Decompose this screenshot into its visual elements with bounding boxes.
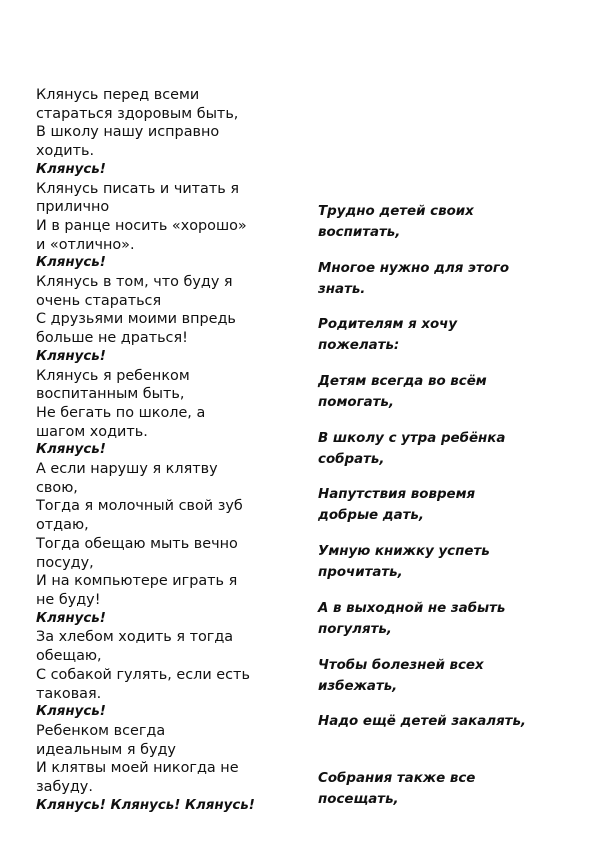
oath-poem-line: стараться здоровым быть, — [36, 105, 239, 122]
oath-refrain-line: Клянусь! — [36, 704, 106, 720]
oath-refrain-line: Клянусь! — [36, 255, 106, 271]
wish-stanza — [318, 201, 583, 258]
oath-poem-column — [36, 86, 286, 815]
parents-wishes-column — [318, 201, 583, 825]
wish-stanza — [318, 484, 583, 541]
wish-stanza — [318, 598, 583, 655]
wish-line: Напутствия вовремя — [318, 487, 476, 503]
wish-line: Детям всегда во всём — [318, 374, 487, 390]
oath-poem-line: обещаю, — [36, 648, 102, 665]
oath-poem-line: очень стараться — [36, 292, 162, 309]
wish-line: А в выходной не забыть — [318, 600, 506, 616]
wish-stanza — [318, 711, 583, 768]
wish-line: помогать, — [318, 395, 394, 411]
wish-line: Надо ещё детей закалять, — [318, 714, 526, 730]
wish-stanza — [318, 541, 583, 598]
oath-poem-line: прилично — [36, 199, 110, 216]
wish-stanza — [318, 768, 583, 825]
oath-refrain-line: Клянусь! — [36, 348, 106, 364]
wish-line: избежать, — [318, 678, 398, 694]
wish-line: воспитать, — [318, 225, 401, 240]
wish-line: Умную книжку успеть — [318, 544, 490, 560]
oath-poem-line: и «отлично». — [36, 236, 135, 253]
wish-stanza — [318, 428, 583, 485]
oath-poem-line: свою, — [36, 479, 78, 496]
oath-poem-line: И на компьютере играть я — [36, 573, 238, 590]
oath-poem-line: Клянусь я ребенком — [36, 367, 190, 384]
oath-refrain-line: Клянусь! — [36, 442, 106, 458]
wish-line: добрые дать, — [318, 508, 424, 524]
oath-poem-line: отдаю, — [36, 517, 89, 534]
oath-poem-line: Клянусь писать и читать я — [36, 180, 239, 197]
wish-line: посещать, — [318, 791, 399, 807]
oath-poem-line: Тогда я молочный свой зуб — [36, 498, 243, 515]
wish-line: прочитать, — [318, 565, 403, 581]
wish-line: Многое нужно для этого — [318, 260, 510, 276]
wish-stanza — [318, 258, 583, 315]
oath-refrain-line: Клянусь! — [36, 161, 106, 177]
oath-poem-line: ходить. — [36, 143, 95, 160]
oath-poem-line: шагом ходить. — [36, 423, 148, 440]
wish-stanza — [318, 655, 583, 712]
oath-poem-line: Клянусь перед всеми — [36, 87, 200, 103]
oath-poem-line: В школу нашу исправно — [36, 124, 220, 141]
wish-line: погулять, — [318, 621, 392, 637]
oath-poem-line: И клятвы моей никогда не — [36, 760, 239, 777]
oath-poem-line: Тогда обещаю мыть вечно — [36, 535, 238, 552]
wish-line: пожелать: — [318, 338, 400, 354]
oath-poem-line: воспитанным быть, — [36, 386, 185, 403]
wish-line: Чтобы болезней всех — [318, 657, 484, 673]
oath-poem-line: А если нарушу я клятву — [36, 461, 218, 478]
wish-line: Трудно детей своих — [318, 204, 474, 219]
oath-poem-line: таковая. — [36, 685, 102, 702]
wish-line: знать. — [318, 281, 366, 297]
oath-poem-line: забуду. — [36, 779, 93, 796]
wish-line: В школу с утра ребёнка — [318, 430, 506, 446]
wish-line: собрать, — [318, 451, 385, 467]
oath-poem-line: идеальным я буду — [36, 741, 176, 758]
oath-poem-line: посуду, — [36, 554, 94, 571]
oath-poem-line: С собакой гулять, если есть — [36, 666, 250, 683]
oath-poem-line: За хлебом ходить я тогда — [36, 629, 234, 646]
oath-refrain-line: Клянусь! Клянусь! Клянусь! — [36, 797, 255, 813]
oath-poem-line: Клянусь в том, что буду я — [36, 274, 233, 291]
oath-poem-line: больше не драться! — [36, 330, 188, 347]
wish-stanza — [318, 371, 583, 428]
wish-line: Собрания также все — [318, 770, 476, 786]
oath-poem-line: не буду! — [36, 591, 101, 608]
oath-poem-line: С друзьями моими впредь — [36, 311, 236, 328]
wish-line: Родителям я хочу — [318, 317, 458, 333]
wish-stanza — [318, 314, 583, 371]
oath-poem-line: Ребенком всегда — [36, 722, 166, 739]
oath-refrain-line: Клянусь! — [36, 610, 106, 626]
oath-poem-line: И в ранце носить «хорошо» — [36, 217, 247, 234]
oath-poem-line: Не бегать по школе, а — [36, 404, 206, 421]
